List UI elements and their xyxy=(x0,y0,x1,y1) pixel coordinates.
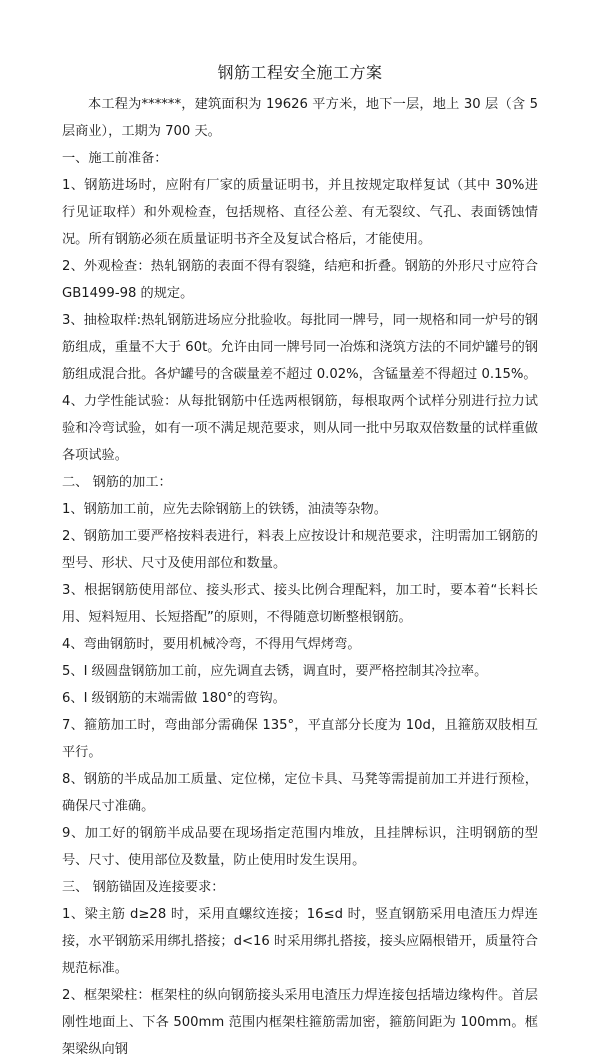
section-2-heading: 二、 钢筋的加工： xyxy=(62,475,172,490)
section-2-item-9: 9、加工好的钢筋半成品要在现场指定范围内堆放，且挂牌标识，注明钢筋的型号、尺寸、使用部位及数量，防止使用时发生误用。 xyxy=(62,826,538,868)
section-2-item-8: 8、钢筋的半成品加工质量、定位梯，定位卡具、马凳等需提前加工并进行预检，确保尺寸准确。 xyxy=(62,772,538,814)
section-3-item-1: 1、梁主筋 d≥28 时，采用直螺纹连接；16≤d 时，竖直钢筋采用电渣压力焊连接，水平钢筋采用绑扎搭接；d<16 时采用绑扎搭接，接头应隔根错开，质量符合规范标准。 xyxy=(62,907,538,976)
section-2-item-6: 6、I 级钢筋的末端需做 180°的弯钩。 xyxy=(62,691,286,706)
section-1-item-2: 2、外观检查：热轧钢筋的表面不得有裂缝，结疤和折叠。钢筋的外形尺寸应符合 GB1499-98 的规定。 xyxy=(62,259,538,301)
section-1-item-1: 1、钢筋进场时，应附有厂家的质量证明书，并且按规定取样复试（其中 30%进行见证取样）和外观检查，包括规格、直径公差、有无裂纹、气孔、表面锈蚀情况。所有钢筋必须在质量证明书齐全及复试合格后，才能使用。 xyxy=(62,178,538,247)
section-2-item-4: 4、弯曲钢筋时，要用机械冷弯，不得用气焊烤弯。 xyxy=(62,637,361,652)
section-3-heading: 三、 钢筋锚固及连接要求： xyxy=(62,880,225,895)
section-1-item-3: 3、抽检取样:热轧钢筋进场应分批验收。每批同一牌号，同一规格和同一炉号的钢筋组成，重量不大于 60t。允许由同一牌号同一冶炼和浇筑方法的不同炉罐号的钢筋组成混合批。各炉罐号的含碳量差不超过 0.02%，含锰量差不得超过 0.15%。 xyxy=(62,313,538,382)
section-1-item-4: 4、力学性能试验：从每批钢筋中任选两根钢筋，每根取两个试样分别进行拉力试验和冷弯试验，如有一项不满足规范要求，则从同一批中另取双倍数量的试样重做各项试验。 xyxy=(62,394,538,463)
section-2-item-7: 7、箍筋加工时，弯曲部分需确保 135°，平直部分长度为 10d，且箍筋双肢相互平行。 xyxy=(62,718,538,760)
section-2-item-5: 5、I 级圆盘钢筋加工前，应先调直去锈，调直时，要严格控制其冷拉率。 xyxy=(62,664,488,679)
document-title: 钢筋工程安全施工方案 xyxy=(217,63,383,82)
intro-paragraph: 本工程为******，建筑面积为 19626 平方米，地下一层，地上 30 层（含 5 层商业），工期为 700 天。 xyxy=(62,97,538,139)
section-2-item-2: 2、钢筋加工要严格按料表进行，料表上应按设计和规范要求，注明需加工钢筋的型号、形状、尺寸及使用部位和数量。 xyxy=(62,529,538,571)
section-3-item-2: 2、框架梁柱：框架柱的纵向钢筋接头采用电渣压力焊连接包括墙边缘构件。首层刚性地面上、下各 500mm 范围内框架柱箍筋需加密，箍筋间距为 100mm。框架梁纵向钢 xyxy=(62,988,538,1057)
section-2-item-3: 3、根据钢筋使用部位、接头形式、接头比例合理配料，加工时，要本着“长料长用、短料短用、长短搭配”的原则，不得随意切断整根钢筋。 xyxy=(62,583,538,625)
section-1-heading: 一、施工前准备： xyxy=(62,151,168,166)
section-2-item-1: 1、钢筋加工前，应先去除钢筋上的铁锈，油渍等杂物。 xyxy=(62,502,387,517)
